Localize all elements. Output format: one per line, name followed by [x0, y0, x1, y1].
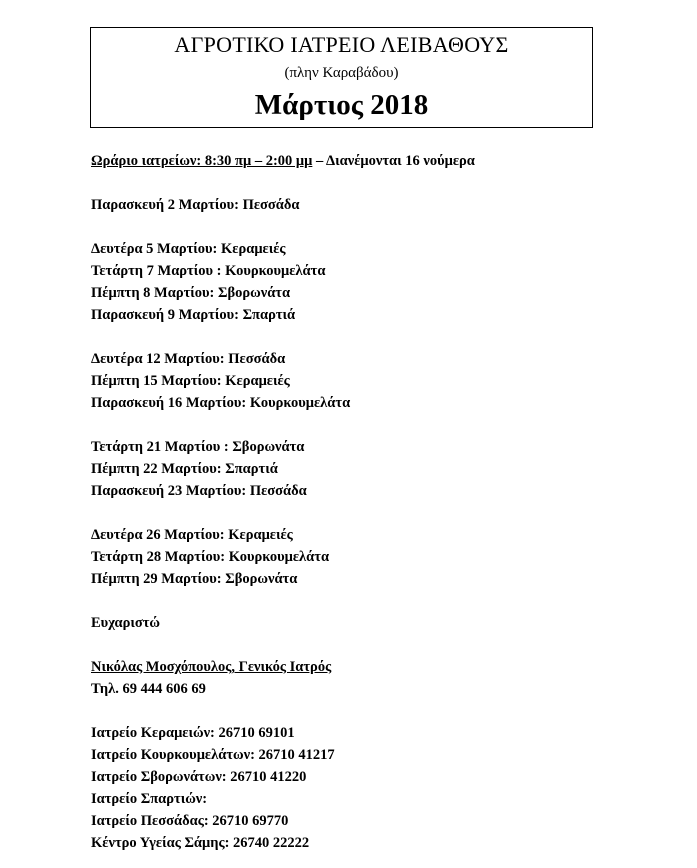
schedule-entry: Πέμπτη 22 Μαρτίου: Σπαρτιά [91, 461, 278, 477]
hours-line [91, 150, 681, 172]
schedule-entry: Δευτέρα 5 Μαρτίου: Κεραμειές [91, 241, 286, 257]
schedule-entry: Παρασκευή 16 Μαρτίου: Κουρκουμελάτα [91, 395, 351, 411]
schedule-entry: Τετάρτη 7 Μαρτίου : Κουρκουμελάτα [91, 263, 326, 279]
schedule-entry: Παρασκευή 9 Μαρτίου: Σπαρτιά [91, 307, 296, 323]
schedule-entry: Δευτέρα 26 Μαρτίου: Κεραμειές [91, 527, 293, 543]
schedule-entry: Πέμπτη 29 Μαρτίου: Σβορωνάτα [91, 571, 298, 587]
doctor-name: Νικόλας Μοσχόπουλος, Γενικός Ιατρός [91, 659, 332, 675]
contact-line: Ιατρείο Σβορωνάτων: 26710 41220 [91, 769, 307, 785]
contact-line: Ιατρείο Πεσσάδας: 26710 69770 [91, 813, 289, 829]
schedule-entry: Παρασκευή 23 Μαρτίου: Πεσσάδα [91, 483, 307, 499]
schedule-entry: Πέμπτη 15 Μαρτίου: Κεραμειές [91, 373, 290, 389]
schedule-entry: Δευτέρα 12 Μαρτίου: Πεσσάδα [91, 351, 286, 367]
doctor-signature [91, 656, 681, 678]
schedule-entry: Τετάρτη 28 Μαρτίου: Κουρκουμελάτα [91, 549, 330, 565]
schedule-entry: Παρασκευή 2 Μαρτίου: Πεσσάδα [91, 197, 300, 213]
doctor-phone: Τηλ. 69 444 606 69 [91, 681, 206, 697]
contact-line: Ιατρείο Κεραμειών: 26710 69101 [91, 725, 295, 741]
clinic-subtitle: (πλην Καραβάδου) [284, 65, 399, 81]
contact-line: Ιατρείο Κουρκουμελάτων: 26710 41217 [91, 747, 335, 763]
thanks-text: Ευχαριστώ [91, 615, 160, 631]
hours-note: – Διανέμονται 16 νούμερα [312, 153, 475, 169]
schedule-entry: Τετάρτη 21 Μαρτίου : Σβορωνάτα [91, 439, 305, 455]
clinic-name: ΑΓΡΟΤΙΚΟ ΙΑΤΡΕΙΟ ΛΕΙΒΑΘΟΥΣ [174, 32, 509, 57]
header-box [90, 27, 593, 128]
hours-label: Ωράριο ιατρείων: 8:30 πμ – 2:00 μμ [91, 153, 313, 169]
month-title: Μάρτιος 2018 [254, 89, 429, 121]
document-body [91, 150, 681, 854]
contact-line: Κέντρο Υγείας Σάμης: 26740 22222 [91, 835, 310, 851]
schedule-entry: Πέμπτη 8 Μαρτίου: Σβορωνάτα [91, 285, 291, 301]
contact-line: Ιατρείο Σπαρτιών: [91, 791, 208, 807]
